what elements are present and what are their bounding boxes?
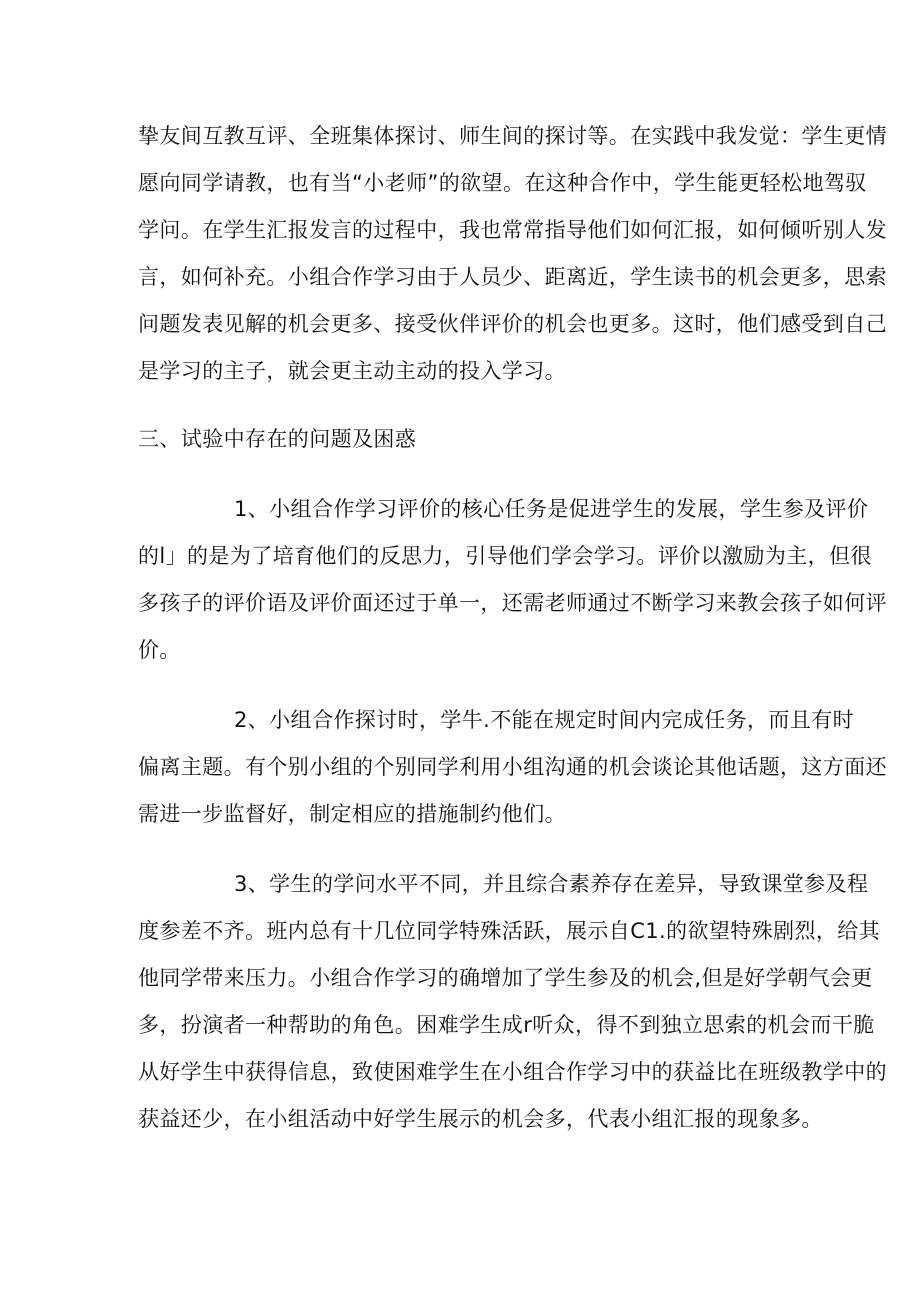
paragraph-issue-3-student-levels (138, 861, 887, 1143)
text-line: 价。 (138, 638, 181, 662)
text-line: 从好学生中获得信息，致使困难学生在小组合作学习中的获益比在班级教学中的 (138, 1060, 887, 1084)
text-line: 获益还少，在小组活动中好学生展示的机会多，代表小组汇报的现象多。 (138, 1107, 823, 1131)
text-line: 的l」的是为了培育他们的反思力，引导他们学会学习。评价以激励为主，但很 (138, 544, 872, 568)
text-line: 言，如何补充。小组合作学习由于人员少、距离近，学生读书的机会更多，思索 (138, 265, 887, 289)
text-line: 多孩子的评价语及评价面还过于单一，还需老师通过不断学习来教会孩子如何评 (138, 591, 887, 615)
section-heading (138, 416, 788, 463)
text-line: 是学习的主子，就会更主动主动的投入学习。 (138, 359, 566, 383)
text-line: 学问。在学生汇报发言的过程中，我也常常指导他们如何汇报，如何倾听别人发 (138, 218, 887, 242)
paragraph-cooperative-learning-benefits (138, 113, 887, 395)
paragraph-issue-1-evaluation (138, 486, 887, 674)
section-heading-text: 三、试验中存在的问题及困惑 (138, 427, 417, 451)
paragraph-issue-2-discussion (138, 697, 887, 838)
text-line: 需进一步监督好，制定相应的措施制约他们。 (138, 802, 566, 826)
text-line: 挚友间互教互评、全班集体探讨、师生间的探讨等。在实践中我发觉：学生更情 (138, 124, 887, 148)
text-line: 2、小组合作探讨时，学牛.不能在规定时间内完成任务，而且有时 (234, 708, 855, 732)
text-line: 3、学生的学问水平不同，并且综合素养存在差异，导致课堂参及程 (234, 872, 869, 896)
text-line: 1、小组合作学习评价的核心任务是促进学生的发展，学生参及评价 (234, 497, 869, 521)
text-line: 多，扮演者一种帮助的角色。困难学生成r听众，得不到独立思索的机会而干脆 (138, 1013, 875, 1037)
text-line: 偏离主题。有个别小组的个别同学利用小组沟通的机会谈论其他话题，这方面还 (138, 755, 887, 779)
text-line: 度参差不齐。班内总有十几位同学特殊活跃，展示自C1.的欲望特殊剧烈，给其 (138, 919, 881, 943)
text-line: 愿向同学请教，也有当“小老师”的欲望。在这种合作中，学生能更轻松地驾驭 (138, 171, 867, 195)
text-line: 问题发表见解的机会更多、接受伙伴评价的机会也更多。这时，他们感受到自己 (138, 312, 887, 336)
text-line: 他同学带来压力。小组合作学习的确增加了学生参及的机会,但是好学朝气会更 (138, 966, 873, 990)
